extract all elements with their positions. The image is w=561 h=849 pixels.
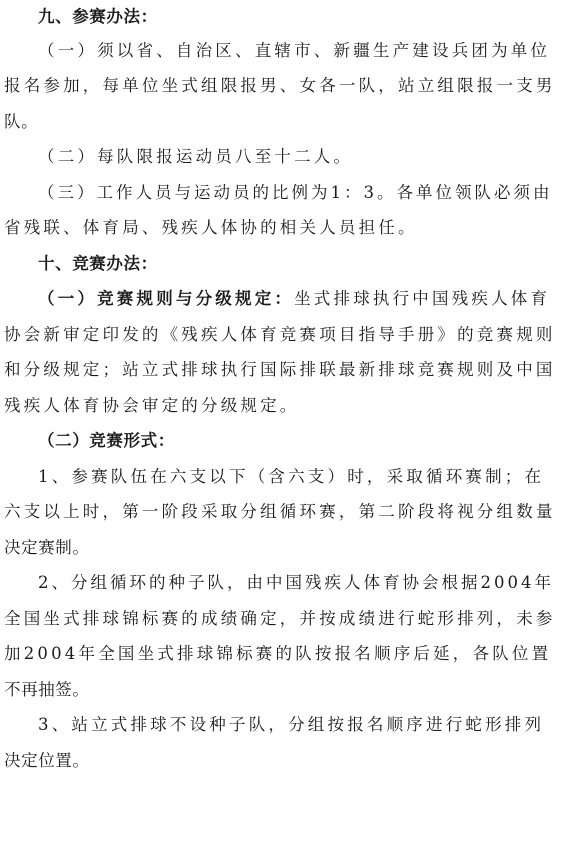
section-heading-9: 九、参赛办法： (38, 7, 158, 26)
paragraph-line: 全国坐式排球锦标赛的成绩确定，并按成绩进行蛇形排列，未参 (4, 609, 556, 628)
paragraph-line: （二）每队限报运动员八至十二人。 (38, 147, 354, 166)
paragraph-line: 省残联、体育局、残疾人体协的相关人员担任。 (4, 218, 418, 237)
paragraph-line: （三）工作人员与运动员的比例为1：3。各单位领队必须由 (38, 183, 553, 202)
paragraph-line: 加2004年全国坐式排球锦标赛的队按报名顺序后延，各队位置 (4, 644, 552, 663)
paragraph-line: 不再抽签。 (4, 680, 90, 699)
paragraph-line: （一）须以省、自治区、直辖市、新疆生产建设兵团为单位 (38, 41, 551, 60)
paragraph-line: 协会新审定印发的《残疾人体育竞赛项目指导手册》的竞赛规则 (4, 325, 556, 344)
paragraph-line: 决定位置。 (4, 751, 90, 770)
paragraph-line: 残疾人体育协会审定的分级规定。 (4, 396, 300, 415)
paragraph-line: 决定赛制。 (4, 538, 90, 557)
section-heading-10: 十、竞赛办法： (38, 254, 158, 273)
paragraph-line (38, 289, 550, 309)
subsection-title-rules: （一）竞赛规则与分级规定： (38, 289, 295, 308)
paragraph-line: 和分级规定；站立式排球执行国际排联最新排球竞赛规则及中国 (4, 360, 556, 379)
paragraph-line: 1、参赛队伍在六支以下（含六支）时，采取循环赛制；在 (38, 467, 545, 486)
paragraph-line-rest: 坐式排球执行中国残疾人体育 (294, 289, 551, 308)
paragraph-line: 报名参加，每单位坐式组限报男、女各一队，站立组限报一支男 (4, 76, 556, 95)
paragraph-line: 队。 (4, 112, 39, 131)
paragraph-line: 2、分组循环的种子队，由中国残疾人体育协会根据2004年 (38, 573, 554, 592)
paragraph-line: 六支以上时，第一阶段采取分组循环赛，第二阶段将视分组数量 (4, 502, 556, 521)
paragraph-line: 3、站立式排球不设种子队，分组按报名顺序进行蛇形排列 (38, 715, 545, 734)
subsection-title-format: （二）竞赛形式： (38, 431, 175, 450)
